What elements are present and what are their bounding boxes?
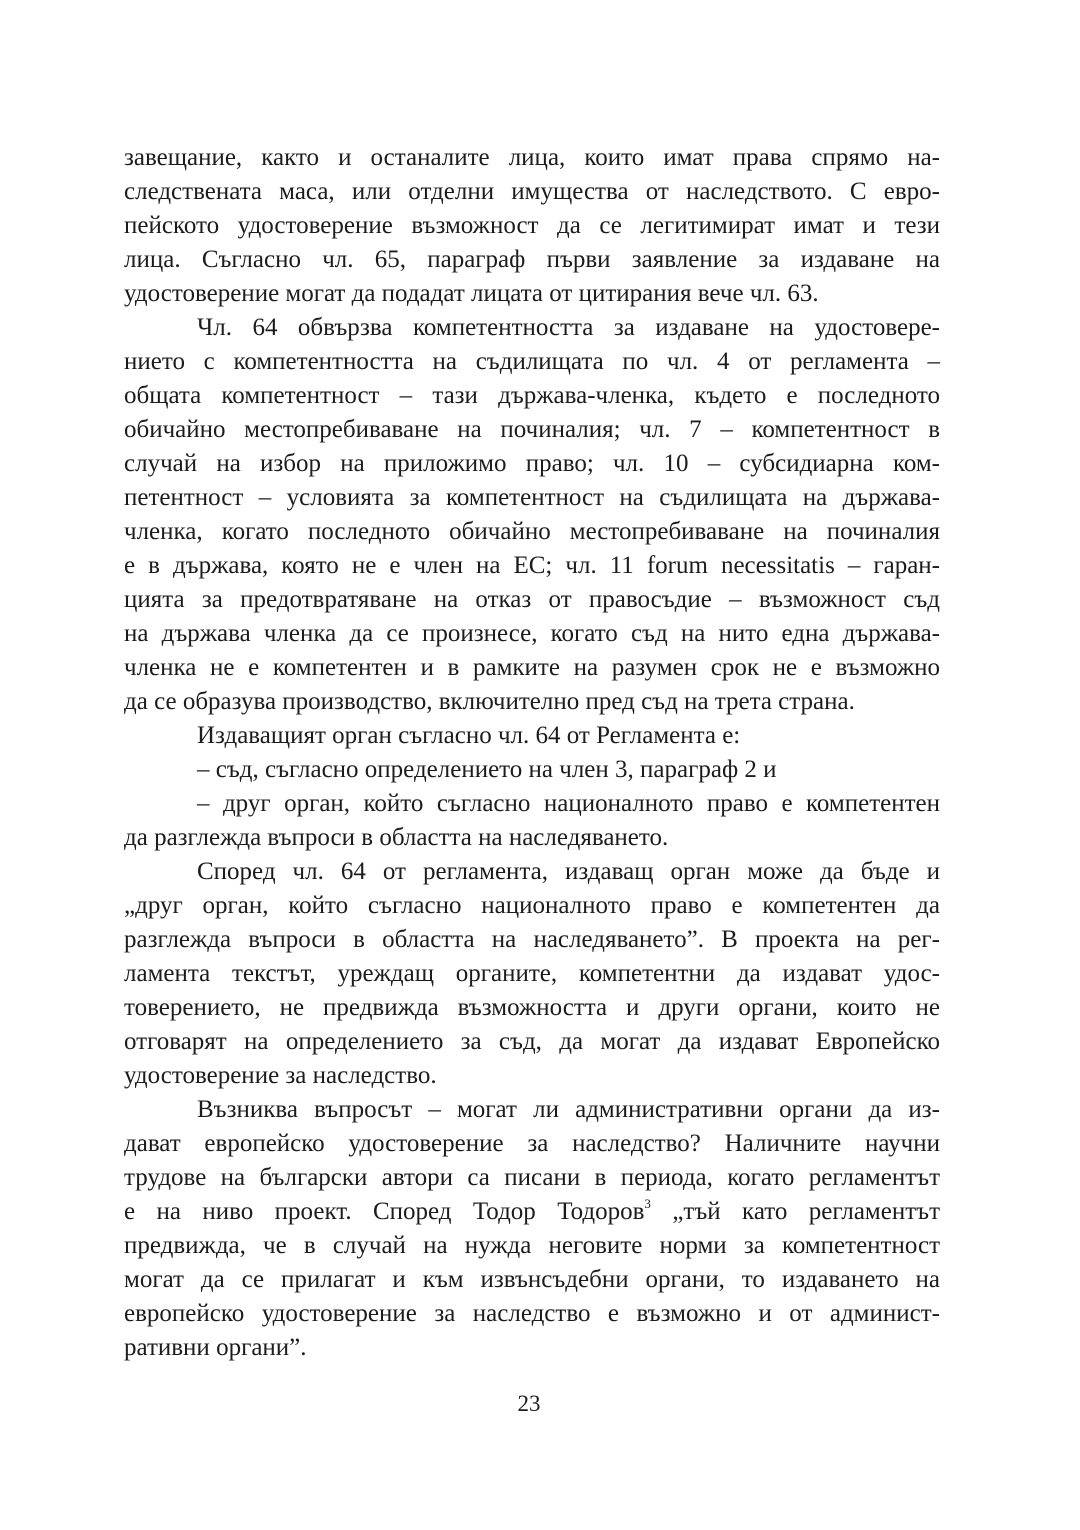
text-line: ламента текстът, уреждащ органите, компетентни да издават удос- (124, 960, 940, 987)
text-line (124, 1195, 940, 1229)
text-line: случай на избор на приложимо право; чл. 10 – субсидиарна ком- (124, 450, 940, 477)
text-line: „друг орган, който съгласно националното право е компетентен да (124, 892, 940, 919)
text-line: могат да се прилагат и към извънсъдебни органи, то издаването на (124, 1266, 940, 1293)
text-line: Издаващият орган съгласно чл. 64 от Регламента е: (197, 722, 741, 749)
text-line: европейско удостоверение за наследство е възможно и от админист- (124, 1300, 940, 1327)
text-line: на държава членка да се произнесе, когато съд на нито една държава- (124, 620, 940, 647)
text-line: удостоверение за наследство. (124, 1062, 437, 1089)
text-line: трудове на български автори са писани в периода, когато регламентът (124, 1164, 940, 1191)
text-line: отговарят на определението за съд, да могат да издават Европейско (124, 1028, 940, 1055)
text-line: Възниква въпросът – могат ли административни органи да из- (197, 1096, 940, 1123)
text-line: Според чл. 64 от регламента, издаващ орган може да бъде и (197, 858, 940, 885)
text-line: ративни органи”. (124, 1334, 307, 1361)
text-segment: „тъй като регламентът (672, 1198, 941, 1225)
text-line: обичайно местопребиваване на починалия; чл. 7 – компетентност в (124, 416, 940, 443)
text-line: да разглежда въпроси в областта на наследяването. (124, 824, 669, 851)
text-line: нието с компетентността на съдилищата по чл. 4 от регламента – (124, 348, 940, 375)
text-line: цията за предотвратяване на отказ от правосъдие – възможност съд (124, 586, 940, 613)
text-line: – друг орган, който съгласно националното право е компетентен (197, 790, 940, 817)
text-line: лица. Съгласно чл. 65, параграф първи заявление за издаване на (124, 246, 940, 273)
text-line: – съд, съгласно определението на член 3, параграф 2 и (197, 756, 777, 783)
text-line: удостоверение могат да подадат лицата от цитирания вече чл. 63. (124, 280, 819, 307)
text-line: следствената маса, или отделни имущества от наследството. С евро- (124, 178, 940, 205)
body-text (124, 141, 940, 1365)
text-line: да се образува производство, включително пред съд на трета страна. (124, 688, 855, 715)
text-line: завещание, както и останалите лица, които имат права спрямо на- (124, 144, 940, 171)
page-number: 23 (517, 1391, 541, 1416)
text-line: общата компетентност – тази държава-членка, където е последното (124, 382, 940, 409)
text-line: членка не е компетентен и в рамките на разумен срок не е възможно (124, 654, 940, 681)
footnote-reference[interactable]: 3 (644, 1196, 651, 1211)
text-line: Чл. 64 обвързва компетентността за издаване на удостовере- (197, 314, 940, 341)
text-line: е в държава, която не е член на ЕС; чл. 11 forum necessitatis – гаран- (124, 552, 940, 579)
text-line: предвижда, че в случай на нужда неговите норми за компетентност (124, 1232, 940, 1259)
text-line: петентност – условията за компетентност на съдилищата на държава- (124, 484, 940, 511)
text-line: членка, когато последното обичайно местопребиваване на починалия (124, 518, 940, 545)
text-segment: е на ниво проект. Според Тодор Тодоров (124, 1198, 645, 1225)
text-line: товерението, не предвижда възможността и други органи, които не (124, 994, 940, 1021)
text-line: пейското удостоверение възможност да се легитимират имат и тези (124, 212, 940, 239)
text-line: разглежда въпроси в областта на наследяването”. В проекта на рег- (124, 926, 940, 953)
text-line: дават европейско удостоверение за наследство? Наличните научни (124, 1130, 940, 1157)
